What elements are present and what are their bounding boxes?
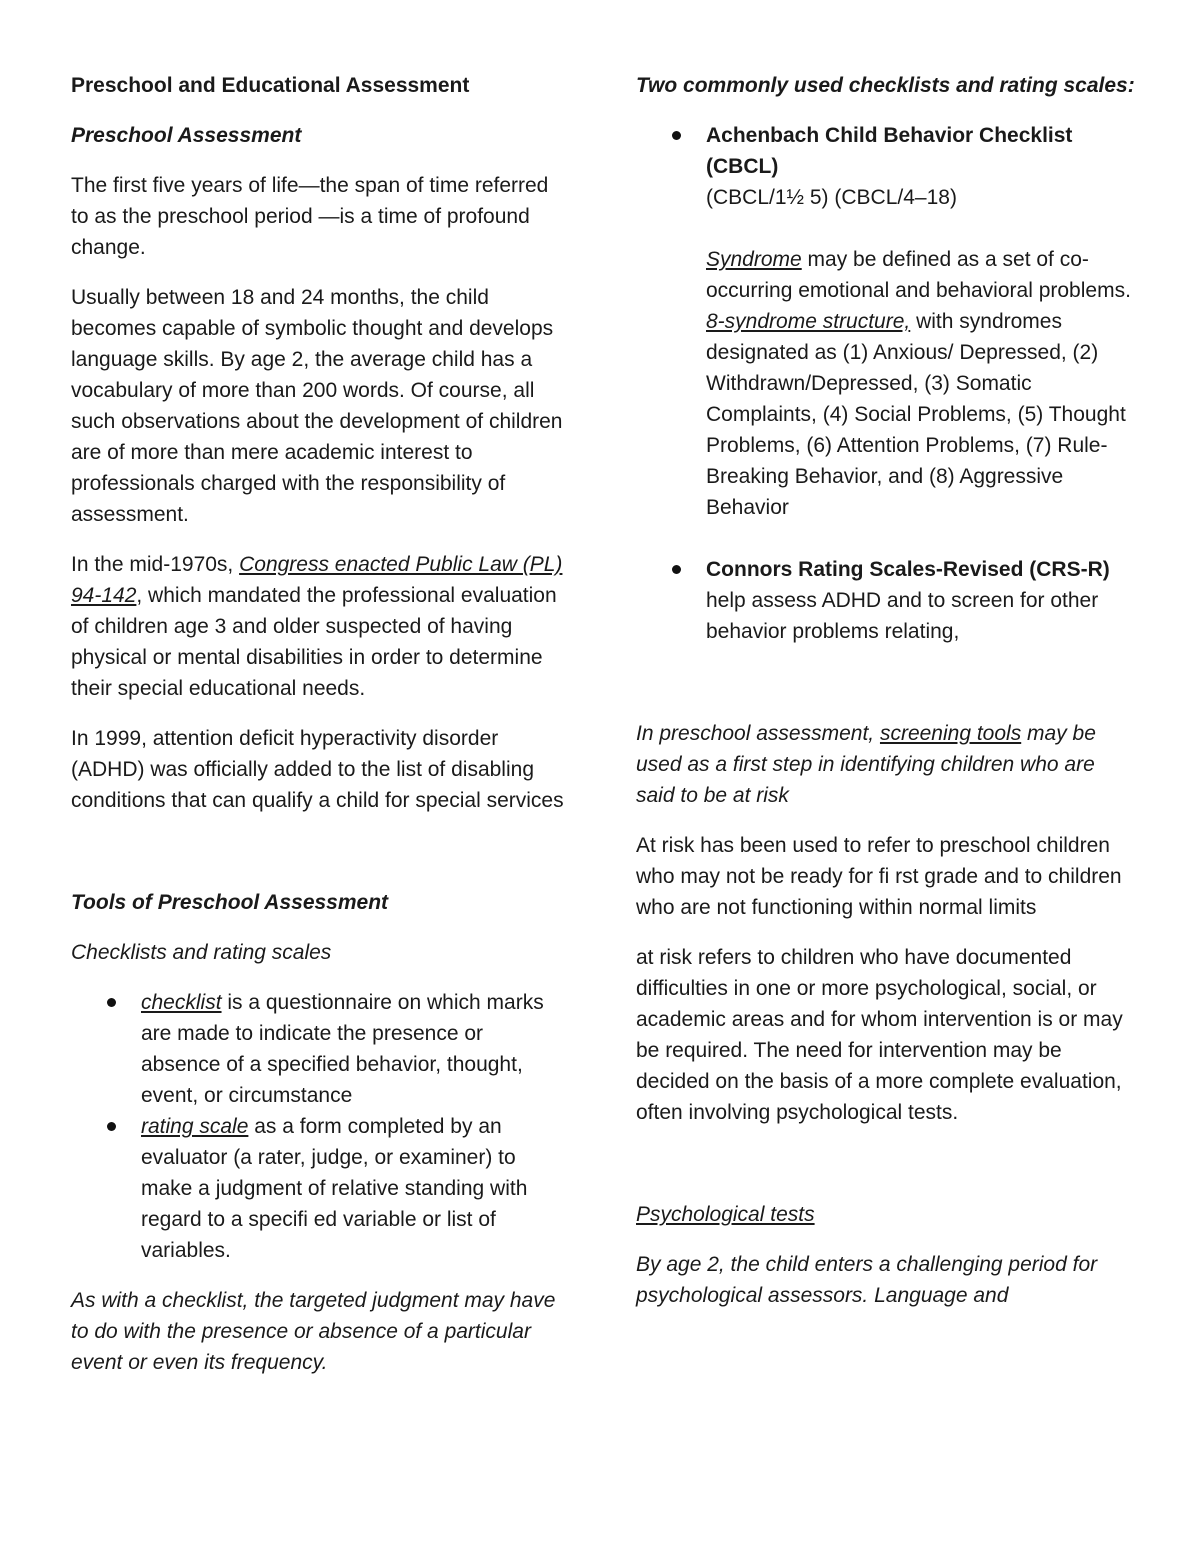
document-title: Preschool and Educational Assessment: [71, 74, 470, 97]
list-item: [71, 987, 566, 1111]
paragraph-preschool-period: The first five years of life—the span of time referred to as the preschool period —is a time of profound change.: [71, 174, 549, 259]
right-column: [636, 70, 1136, 1330]
crs-title: Connors Rating Scales-Revised (CRS-R): [706, 558, 1110, 581]
paragraph-checklist-closing: As with a checklist, the targeted judgment may have to do with the presence or absence of a particular event or even its frequency.: [71, 1289, 556, 1374]
paragraph-at-risk-2: at risk refers to children who have documented difficulties in one or more psychological, social, or academic areas and for whom intervention is or may be required. The need for intervention may be decided on the basis of a more complete evaluation, often involving psychological tests.: [636, 946, 1123, 1124]
syndrome-definition: [706, 244, 1136, 306]
cbcl-title: Achenbach Child Behavior Checklist (CBCL): [706, 124, 1073, 178]
screening-rest: may be used as a first step in identifying children who are said to be at risk: [636, 722, 1096, 807]
section-heading-preschool: Preschool Assessment: [71, 124, 302, 147]
cbcl-versions: (CBCL/1½ 5) (CBCL/4–18): [706, 186, 957, 209]
bullet-icon: [672, 565, 681, 574]
list-item-crs: [636, 554, 1136, 647]
list-item: [71, 1111, 566, 1266]
tools-bullet-list: [71, 987, 566, 1266]
checklist-bullet-list: [636, 120, 1136, 647]
structure-text: with syndromes designated as (1) Anxious/ Depressed, (2) Withdrawn/Depressed, (3) Somatic Complaints, (4) Social Problems, (5) Thought Problems, (6) Attention Problems, (7) Rule-Breaking Behavior, and (8) Aggressive Behavior: [706, 310, 1126, 519]
bullet-icon: [107, 1122, 116, 1131]
heading-common-checklists: Two commonly used checklists and rating scales:: [636, 74, 1135, 97]
screening-term: screening tools: [879, 722, 1022, 745]
rating-scale-term: rating scale: [141, 1115, 249, 1138]
structure-term: 8-syndrome structure,: [706, 310, 911, 333]
paragraph-screening-tools: [636, 718, 1136, 811]
left-column: [71, 70, 566, 1397]
paragraph-psychological-tests: By age 2, the child enters a challenging period for psychological assessors. Language and: [636, 1253, 1098, 1307]
public-law-term: Congress enacted Public Law (PL) 94-142: [71, 553, 563, 607]
screening-intro: In preschool assessment,: [636, 722, 880, 745]
syndrome-structure: [706, 306, 1136, 523]
subheading-checklists: Checklists and rating scales: [71, 941, 332, 964]
bullet-icon: [672, 131, 681, 140]
section-heading-tools: Tools of Preschool Assessment: [71, 891, 389, 914]
rating-scale-definition: as a form completed by an evaluator (a rater, judge, or examiner) to make a judgment of relative standing with regard to a specifi ed variable or list of variables.: [141, 1115, 528, 1262]
crs-text: help assess ADHD and to screen for other behavior problems relating,: [706, 589, 1099, 643]
paragraph-public-law: [71, 549, 566, 704]
paragraph-adhd-1999: In 1999, attention deficit hyperactivity disorder (ADHD) was officially added to the list of disabling conditions that can qualify a child for special services: [71, 727, 564, 812]
checklist-term: checklist: [141, 991, 222, 1014]
list-item-cbcl: [636, 120, 1136, 523]
paragraph-symbolic-thought: Usually between 18 and 24 months, the child becomes capable of symbolic thought and develops language skills. By age 2, the average child has a vocabulary of more than 200 words. Of course, all such observations about the development of children are of more than mere academic interest to professionals charged with the responsibility of assessment.: [71, 286, 563, 526]
paragraph-at-risk-1: At risk has been used to refer to preschool children who may not be ready for fi rst grade and to children who are not functioning within normal limits: [636, 834, 1122, 919]
syndrome-term: Syndrome: [706, 248, 802, 271]
public-law-rest: , which mandated the professional evaluation of children age 3 and older suspected of having physical or mental disabilities in order to determine their special educational needs.: [71, 584, 557, 700]
heading-psychological-tests: Psychological tests: [636, 1203, 815, 1226]
checklist-definition: is a questionnaire on which marks are made to indicate the presence or absence of a specified behavior, thought, event, or circumstance: [141, 991, 544, 1107]
public-law-intro: In the mid-1970s,: [71, 553, 240, 576]
syndrome-text: may be defined as a set of co-occurring emotional and behavioral problems.: [706, 248, 1131, 302]
bullet-icon: [107, 998, 116, 1007]
